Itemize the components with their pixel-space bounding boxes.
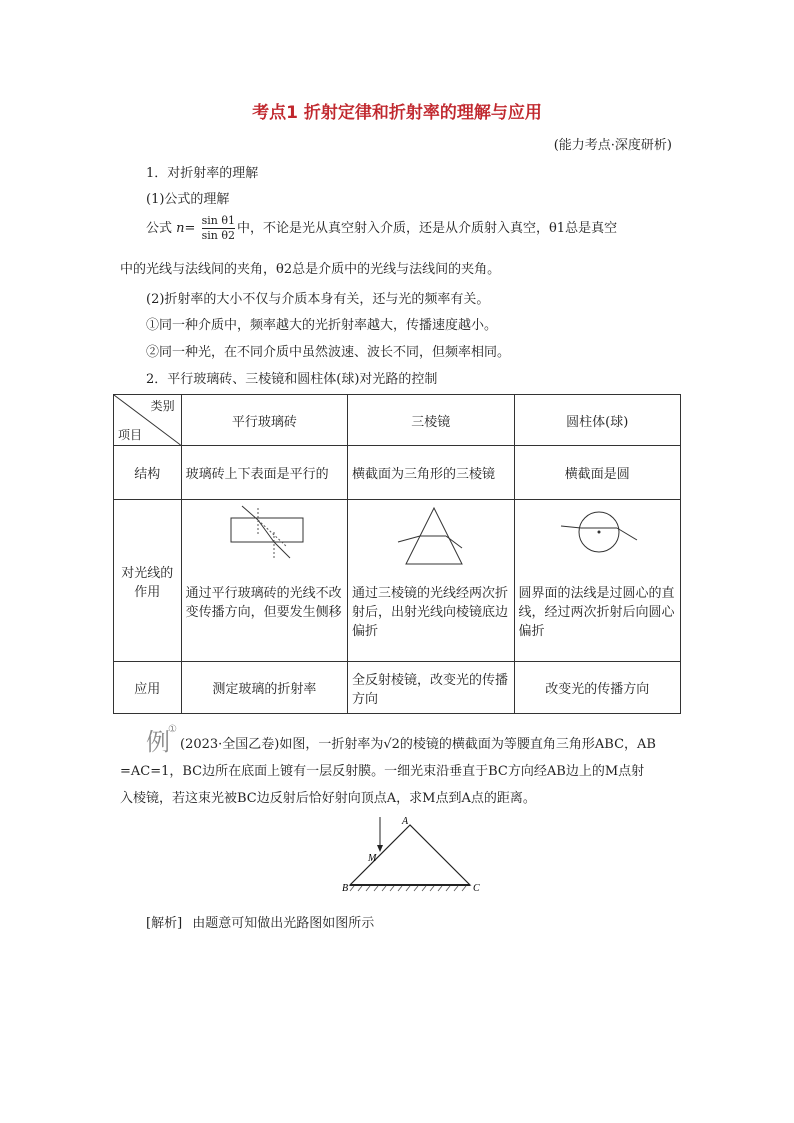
section1-point1: ①同一种介质中，频率越大的光折射率越大，传播速度越小。 xyxy=(146,318,498,333)
theta1-note: θ1总是真空 xyxy=(548,221,618,236)
formula-line xyxy=(146,214,617,243)
section1-sub1: (1)公式的理解 xyxy=(146,192,230,207)
column-header: 三棱镜 xyxy=(348,395,514,446)
column-header: 圆柱体(球) xyxy=(514,395,681,446)
table-cell: 改变光的传播方向 xyxy=(514,662,681,714)
formula-prefix: 公式 xyxy=(146,221,173,236)
section1-sub2: (2)折射率的大小不仅与介质本身有关，还与光的频率有关。 xyxy=(146,292,490,307)
table-header-row xyxy=(114,395,681,446)
table-cell: 横截面为三角形的三棱镜 xyxy=(348,446,514,500)
page-title: 考点1 折射定律和折射率的理解与应用 xyxy=(252,103,542,123)
example-mark: 例 xyxy=(146,728,170,756)
reflective-hatching xyxy=(350,886,466,891)
example-text2: =AC=1，BC边所在底面上镀有一层反射膜。一细光束沿垂直于BC方向经AB边上的M点射 xyxy=(120,764,645,779)
example-text1: (2023·全国乙卷)如图，一折射率为√2的棱镜的横截面为等腰直角三角形ABC，AB xyxy=(180,737,656,752)
formula-numerator: sin θ1 xyxy=(201,214,235,227)
table-cell: 全反射棱镜，改变光的传播方向 xyxy=(348,662,514,714)
table-cell-glass xyxy=(181,500,347,662)
cell-text: 圆界面的法线是过圆心的直线，经过两次折射后向圆心偏折 xyxy=(518,586,675,639)
table-row xyxy=(114,500,681,662)
table-cell: 玻璃砖上下表面是平行的 xyxy=(181,446,347,500)
row-label: 应用 xyxy=(114,662,182,714)
table-cell: 横截面是圆 xyxy=(514,446,681,500)
label-c: C xyxy=(473,883,480,894)
label-m: M xyxy=(368,853,377,864)
table-cell-prism xyxy=(348,500,514,662)
example-text3: 入棱镜，若这束光被BC边反射后恰好射向顶点A，求M点到A点的距离。 xyxy=(120,791,536,806)
table-cell-cylinder xyxy=(514,500,681,662)
analysis-line xyxy=(146,912,374,931)
formula-denominator: sin θ2 xyxy=(201,229,235,242)
analysis-tag: [解析] xyxy=(146,916,183,931)
section1-heading: 1．对折射率的理解 xyxy=(146,166,259,181)
row-label: 对光线的作用 xyxy=(114,500,182,662)
header-item: 项目 xyxy=(118,428,143,442)
analysis-text: 由题意可知做出光路图如图所示 xyxy=(192,916,375,931)
section1-point2: ②同一种光，在不同介质中虽然波速、波长不同，但频率相同。 xyxy=(146,345,511,360)
column-header: 平行玻璃砖 xyxy=(181,395,347,446)
glass-slab-diagram xyxy=(186,502,336,574)
comparison-table xyxy=(113,394,681,714)
ray-arrow xyxy=(377,845,383,852)
formula-text2: 中的光线与法线间的夹角， xyxy=(120,262,277,277)
formula-eq: = xyxy=(184,221,196,236)
cell-text: 通过三棱镜的光线经两次折射后，出射光线向棱镜底边偏折 xyxy=(352,586,509,639)
table-row xyxy=(114,662,681,714)
formula-var: n xyxy=(176,221,185,236)
theta2-note: θ2总是介质中的光线与法线间的夹角。 xyxy=(276,262,501,277)
section2-heading: 2．平行玻璃砖、三棱镜和圆柱体(球)对光路的控制 xyxy=(146,372,438,387)
example-number: ① xyxy=(168,724,177,735)
header-category: 类别 xyxy=(150,399,175,413)
label-a: A xyxy=(402,816,409,827)
refraction-formula xyxy=(202,214,235,243)
cell-text: 通过平行玻璃砖的光线不改变传播方向，但要发生侧移 xyxy=(185,586,342,620)
formula-text-line2 xyxy=(120,256,680,283)
prism-diagram xyxy=(352,502,502,574)
table-row xyxy=(114,446,681,500)
row-label: 结构 xyxy=(114,446,182,500)
subtitle: (能力考点·深度研析) xyxy=(553,138,672,153)
label-b: B xyxy=(342,883,349,894)
prism-reflection-figure xyxy=(340,815,490,900)
table-header-corner xyxy=(114,395,182,446)
cylinder-diagram xyxy=(519,502,669,574)
formula-text1: 中，不论是光从真空射入介质，还是从介质射入真空， xyxy=(236,221,549,236)
table-cell: 测定玻璃的折射率 xyxy=(181,662,347,714)
